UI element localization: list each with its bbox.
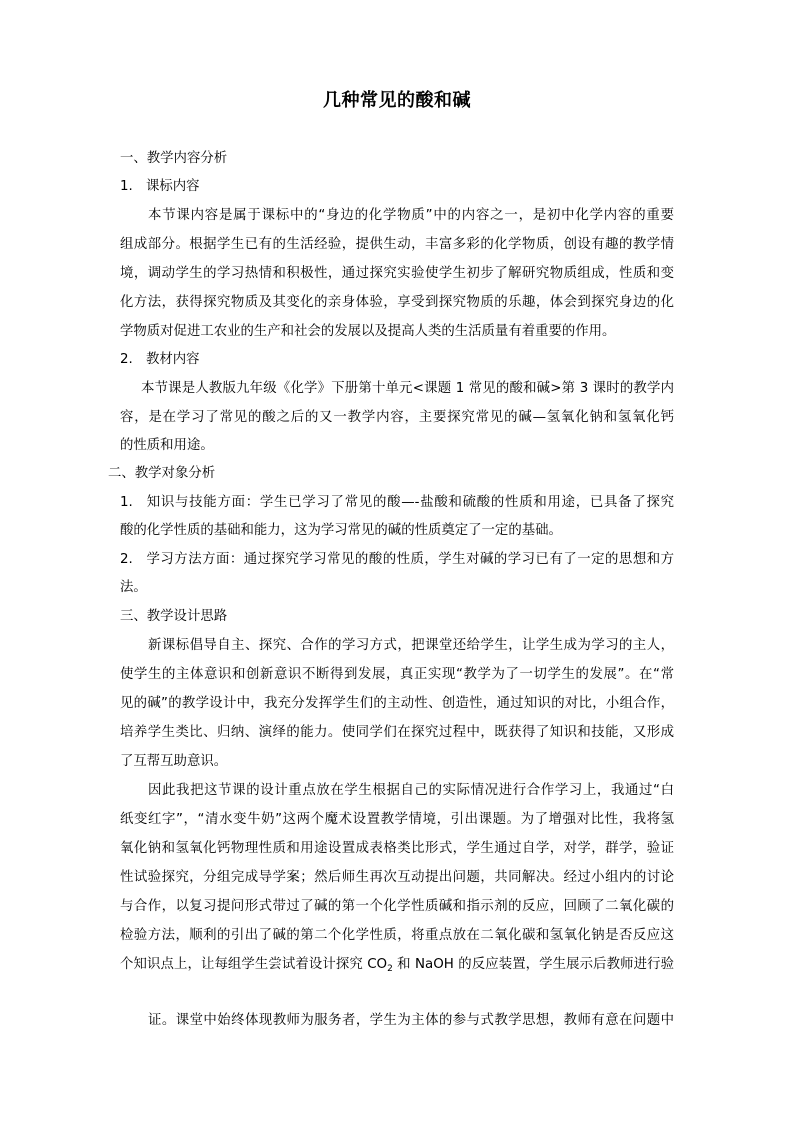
list-item-text: 学习方法方面：通过探究学习常见的酸的性质，学生对碱的学习已有了一定的思想和方: [146, 552, 674, 567]
list-item-line: [120, 550, 674, 570]
paragraph-line: 学物质对促进工农业的生产和社会的发展以及提高人类的生活质量有着重要的作用。: [120, 324, 616, 339]
paragraph-line: 培养学生类比、归纳、演绎的能力。使同学们在探究过程中，既获得了知识和技能，又形成: [120, 725, 674, 740]
text-segment: 个知识点上，让每组学生尝试着设计探究 CO: [120, 957, 388, 972]
paragraph-line: 见的碱”的教学设计中，我充分发挥学生们的主动性、创造性，通过知识的对比，小组合作，: [120, 696, 674, 711]
page-title: 几种常见的酸和碱: [323, 90, 471, 111]
list-number: 2.: [120, 552, 133, 567]
list-number: 1.: [120, 179, 133, 194]
paragraph-line: 本节课是人教版九年级《化学》下册第十单元<课题 1 常见的酸和碱>第 3 课时的教学内: [141, 381, 674, 396]
paragraph-line: 的性质和用途。: [120, 438, 214, 453]
list-item-label: 课标内容: [146, 179, 200, 194]
list-number: 2.: [120, 352, 133, 367]
list-item-text: 知识与技能方面：学生已学习了常见的酸—-盐酸和硫酸的性质和用途，已具备了探究: [146, 495, 674, 510]
subscript: 2: [387, 964, 393, 974]
paragraph-line: 与合作，以复习提问形式带过了碱的第一个化学性质碱和指示剂的反应，回顾了二氧化碳的: [120, 899, 674, 914]
section-heading: 三、教学设计思路: [120, 609, 228, 624]
list-number: 1.: [120, 495, 133, 510]
paragraph-line: 容，是在学习了常见的酸之后的又一教学内容，主要探究常见的碱—氢氧化钠和氢氧化钙: [120, 410, 674, 425]
list-item-heading: [120, 350, 200, 370]
paragraph-line: 新课标倡导自主、探究、合作的学习方式，把课堂还给学生，让学生成为学习的主人，: [148, 638, 674, 653]
paragraph-line: 证。课堂中始终体现教师为服务者，学生为主体的参与式教学思想，教师有意在问题中: [148, 1013, 674, 1028]
paragraph-line: 化方法，获得探究物质及其变化的亲身体验，享受到探究物质的乐趣，体会到探究身边的化: [120, 295, 674, 310]
paragraph-line: 纸变红字”，“清水变牛奶”这两个魔术设置教学情境，引出课题。为了增强对比性，我将氢: [120, 812, 674, 827]
paragraph-line: 氧化钠和氢氧化钙物理性质和用途设置成表格类比形式，学生通过自学，对学，群学，验证: [120, 841, 674, 856]
paragraph-line: 检验方法，顺利的引出了碱的第二个化学性质，将重点放在二氧化碳和氢氧化钠是否反应这: [120, 928, 674, 943]
paragraph-line: 使学生的主体意识和创新意识不断得到发展，真正实现“教学为了一切学生的发展”。在“常: [120, 667, 674, 682]
paragraph-line: 性试验探究，分组完成导学案；然后师生再次互动提出问题，共同解决。经过小组内的讨论: [120, 870, 674, 885]
paragraph-line: 本节课内容是属于课标中的“身边的化学物质”中的内容之一，是初中化学内容的重要: [148, 208, 674, 223]
list-item-line: [120, 493, 674, 513]
paragraph-line: 酸的化学性质的基础和能力，这为学习常见的碱的性质奠定了一定的基础。: [120, 523, 562, 538]
paragraph-line: 法。: [120, 580, 147, 595]
section-heading: 一、教学内容分析: [120, 151, 228, 166]
section-heading: 二、教学对象分析: [108, 466, 216, 481]
list-item-label: 教材内容: [146, 352, 200, 367]
paragraph-line: 境，调动学生的学习热情和积极性，通过探究实验使学生初步了解研究物质组成，性质和变: [120, 266, 674, 281]
list-item-heading: [120, 177, 200, 197]
paragraph-line: 因此我把这节课的设计重点放在学生根据自己的实际情况进行合作学习上，我通过“白: [148, 783, 674, 798]
paragraph-line: 组成部分。根据学生已有的生活经验，提供生动，丰富多彩的化学物质，创设有趣的教学情: [120, 237, 674, 252]
paragraph-line: [120, 955, 674, 979]
text-segment: 和 NaOH 的反应装置，学生展示后教师进行验: [392, 957, 674, 972]
paragraph-line: 了互帮互助意识。: [120, 754, 228, 769]
